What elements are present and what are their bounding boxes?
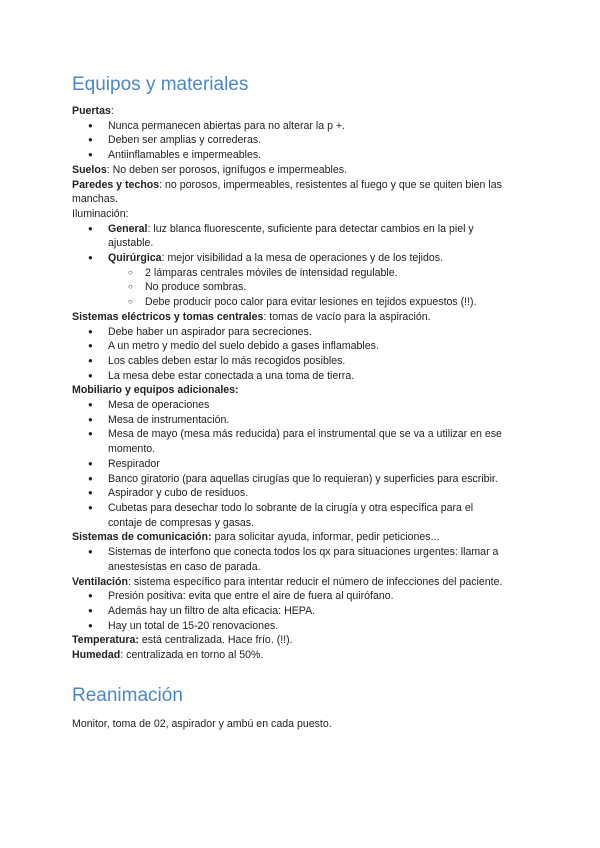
humedad-rest: : centralizada en torno al 50%.	[120, 649, 264, 662]
sistemas-electricos-rest: : tomas de vacío para la aspiración.	[263, 310, 431, 323]
list-item-general	[72, 222, 530, 237]
general-rest: : luz blanca fluorescente, suficiente para detectar cambios en la piel y	[147, 222, 474, 235]
sistemas-electricos-label: Sistemas eléctricos y tomas centrales	[72, 310, 264, 323]
mobiliario-list	[72, 398, 530, 442]
list-item: ● La mesa debe estar conectada a una toma de tierra.	[72, 369, 530, 384]
general-continuation: ajustable.	[108, 237, 154, 250]
quirurgica-label: Quirúrgica	[108, 252, 162, 265]
temperatura-line	[72, 633, 530, 648]
mobiliario-label: Mobiliario y equipos adicionales:	[72, 384, 239, 397]
list-item-quirurgica	[72, 251, 530, 266]
iluminacion-list	[72, 222, 530, 237]
suelos-line	[72, 163, 530, 178]
list-item: ● Además hay un filtro de alta eficacia: HEPA.	[72, 604, 530, 619]
sistemas-electricos-list	[72, 325, 530, 384]
reanimacion-text: Monitor, toma de 02, aspirador y ambú en cada puesto.	[72, 717, 332, 730]
mobiliario-continuation: momento.	[108, 443, 156, 456]
list-item: ● Sistemas de interfono que conecta todos los qx para situaciones urgentes: llamar a	[72, 545, 530, 560]
list-item: ● Mesa de mayo (mesa más reducida) para el instrumental que se va a utilizar en ese	[72, 427, 530, 442]
general-label: General	[108, 222, 148, 235]
temperatura-rest: está centralizada. Hace frío. (!!).	[138, 634, 293, 647]
list-item: ● Los cables deben estar lo más recogidos posibles.	[72, 354, 530, 369]
comunicacion-continuation: anestesistas en caso de parada.	[108, 560, 261, 573]
sub-list-item: ○ Debe producir poco calor para evitar lesiones en tejidos expuestos (!!).	[72, 295, 530, 310]
list-item: ● A un metro y medio del suelo debido a gases inflamables.	[72, 339, 530, 354]
list-item: ● Nunca permanecen abiertas para no alterar la p +.	[72, 119, 530, 134]
ventilacion-label: Ventilación	[72, 575, 128, 588]
puertas-line	[72, 104, 530, 119]
comunicacion-line	[72, 530, 530, 545]
iluminacion-list-2	[72, 251, 530, 266]
comunicacion-rest: para solicitar ayuda, informar, pedir peticiones...	[211, 531, 440, 544]
iluminacion-line: Iluminación:	[72, 207, 129, 220]
list-item: ● Debe haber un aspirador para secreciones.	[72, 325, 530, 340]
humedad-label: Humedad	[72, 649, 121, 662]
list-item: ● Cubetas para desechar todo lo sobrante de la cirugía y otra específica para el	[72, 501, 530, 516]
puertas-rest: :	[110, 105, 114, 117]
heading-equipos-materiales: Equipos y materiales	[72, 74, 249, 95]
list-item: ● Deben ser amplias y correderas.	[72, 133, 530, 148]
suelos-rest: : No deben ser porosos, ignífugos e impermeables.	[106, 163, 348, 176]
ventilacion-list	[72, 589, 530, 633]
paredes-rest-1: : no porosos, impermeables, resistentes al fuego y que se quiten bien las	[159, 178, 502, 191]
sistemas-electricos-line	[72, 310, 530, 325]
list-item: ● Aspirador y cubo de residuos.	[72, 486, 530, 501]
quirurgica-sublist	[72, 266, 530, 310]
sub-list-item: ○ No produce sombras.	[72, 280, 530, 295]
paredes-line	[72, 178, 530, 193]
paredes-label: Paredes y techos	[72, 178, 160, 191]
comunicacion-list	[72, 545, 530, 560]
comunicacion-label: Sistemas de comunicación:	[72, 531, 212, 544]
ventilacion-rest: : sistema específico para intentar reducir el número de infecciones del paciente.	[127, 575, 503, 588]
quirurgica-rest: : mejor visibilidad a la mesa de operaciones y de los tejidos.	[161, 252, 444, 265]
list-item: ● Banco giratorio (para aquellas cirugías que lo requieran) y superficies para escribir.	[72, 472, 530, 487]
puertas-list	[72, 119, 530, 163]
paredes-line-2: manchas.	[72, 193, 118, 206]
list-item: ● Antiinflamables e impermeables.	[72, 148, 530, 163]
mobiliario-list-2	[72, 457, 530, 516]
list-item: ● Mesa de instrumentación.	[72, 413, 530, 428]
heading-reanimacion: Reanimación	[72, 684, 183, 706]
mobiliario-continuation-2: contaje de compresas y gasas.	[108, 516, 255, 529]
ventilacion-line	[72, 575, 530, 590]
humedad-line	[72, 648, 530, 663]
temperatura-label: Temperatura:	[72, 634, 139, 647]
list-item: ● Presión positiva: evita que entre el aire de fuera al quirófano.	[72, 589, 530, 604]
list-item: ● Mesa de operaciones	[72, 398, 530, 413]
sub-list-item: ○ 2 lámparas centrales móviles de intensidad regulable.	[72, 266, 530, 281]
mobiliario-line	[72, 383, 530, 398]
suelos-label: Suelos	[72, 163, 107, 176]
list-item: ● Respirador	[72, 457, 530, 472]
puertas-label: Puertas	[72, 105, 111, 117]
list-item: ● Hay un total de 15-20 renovaciones.	[72, 619, 530, 634]
